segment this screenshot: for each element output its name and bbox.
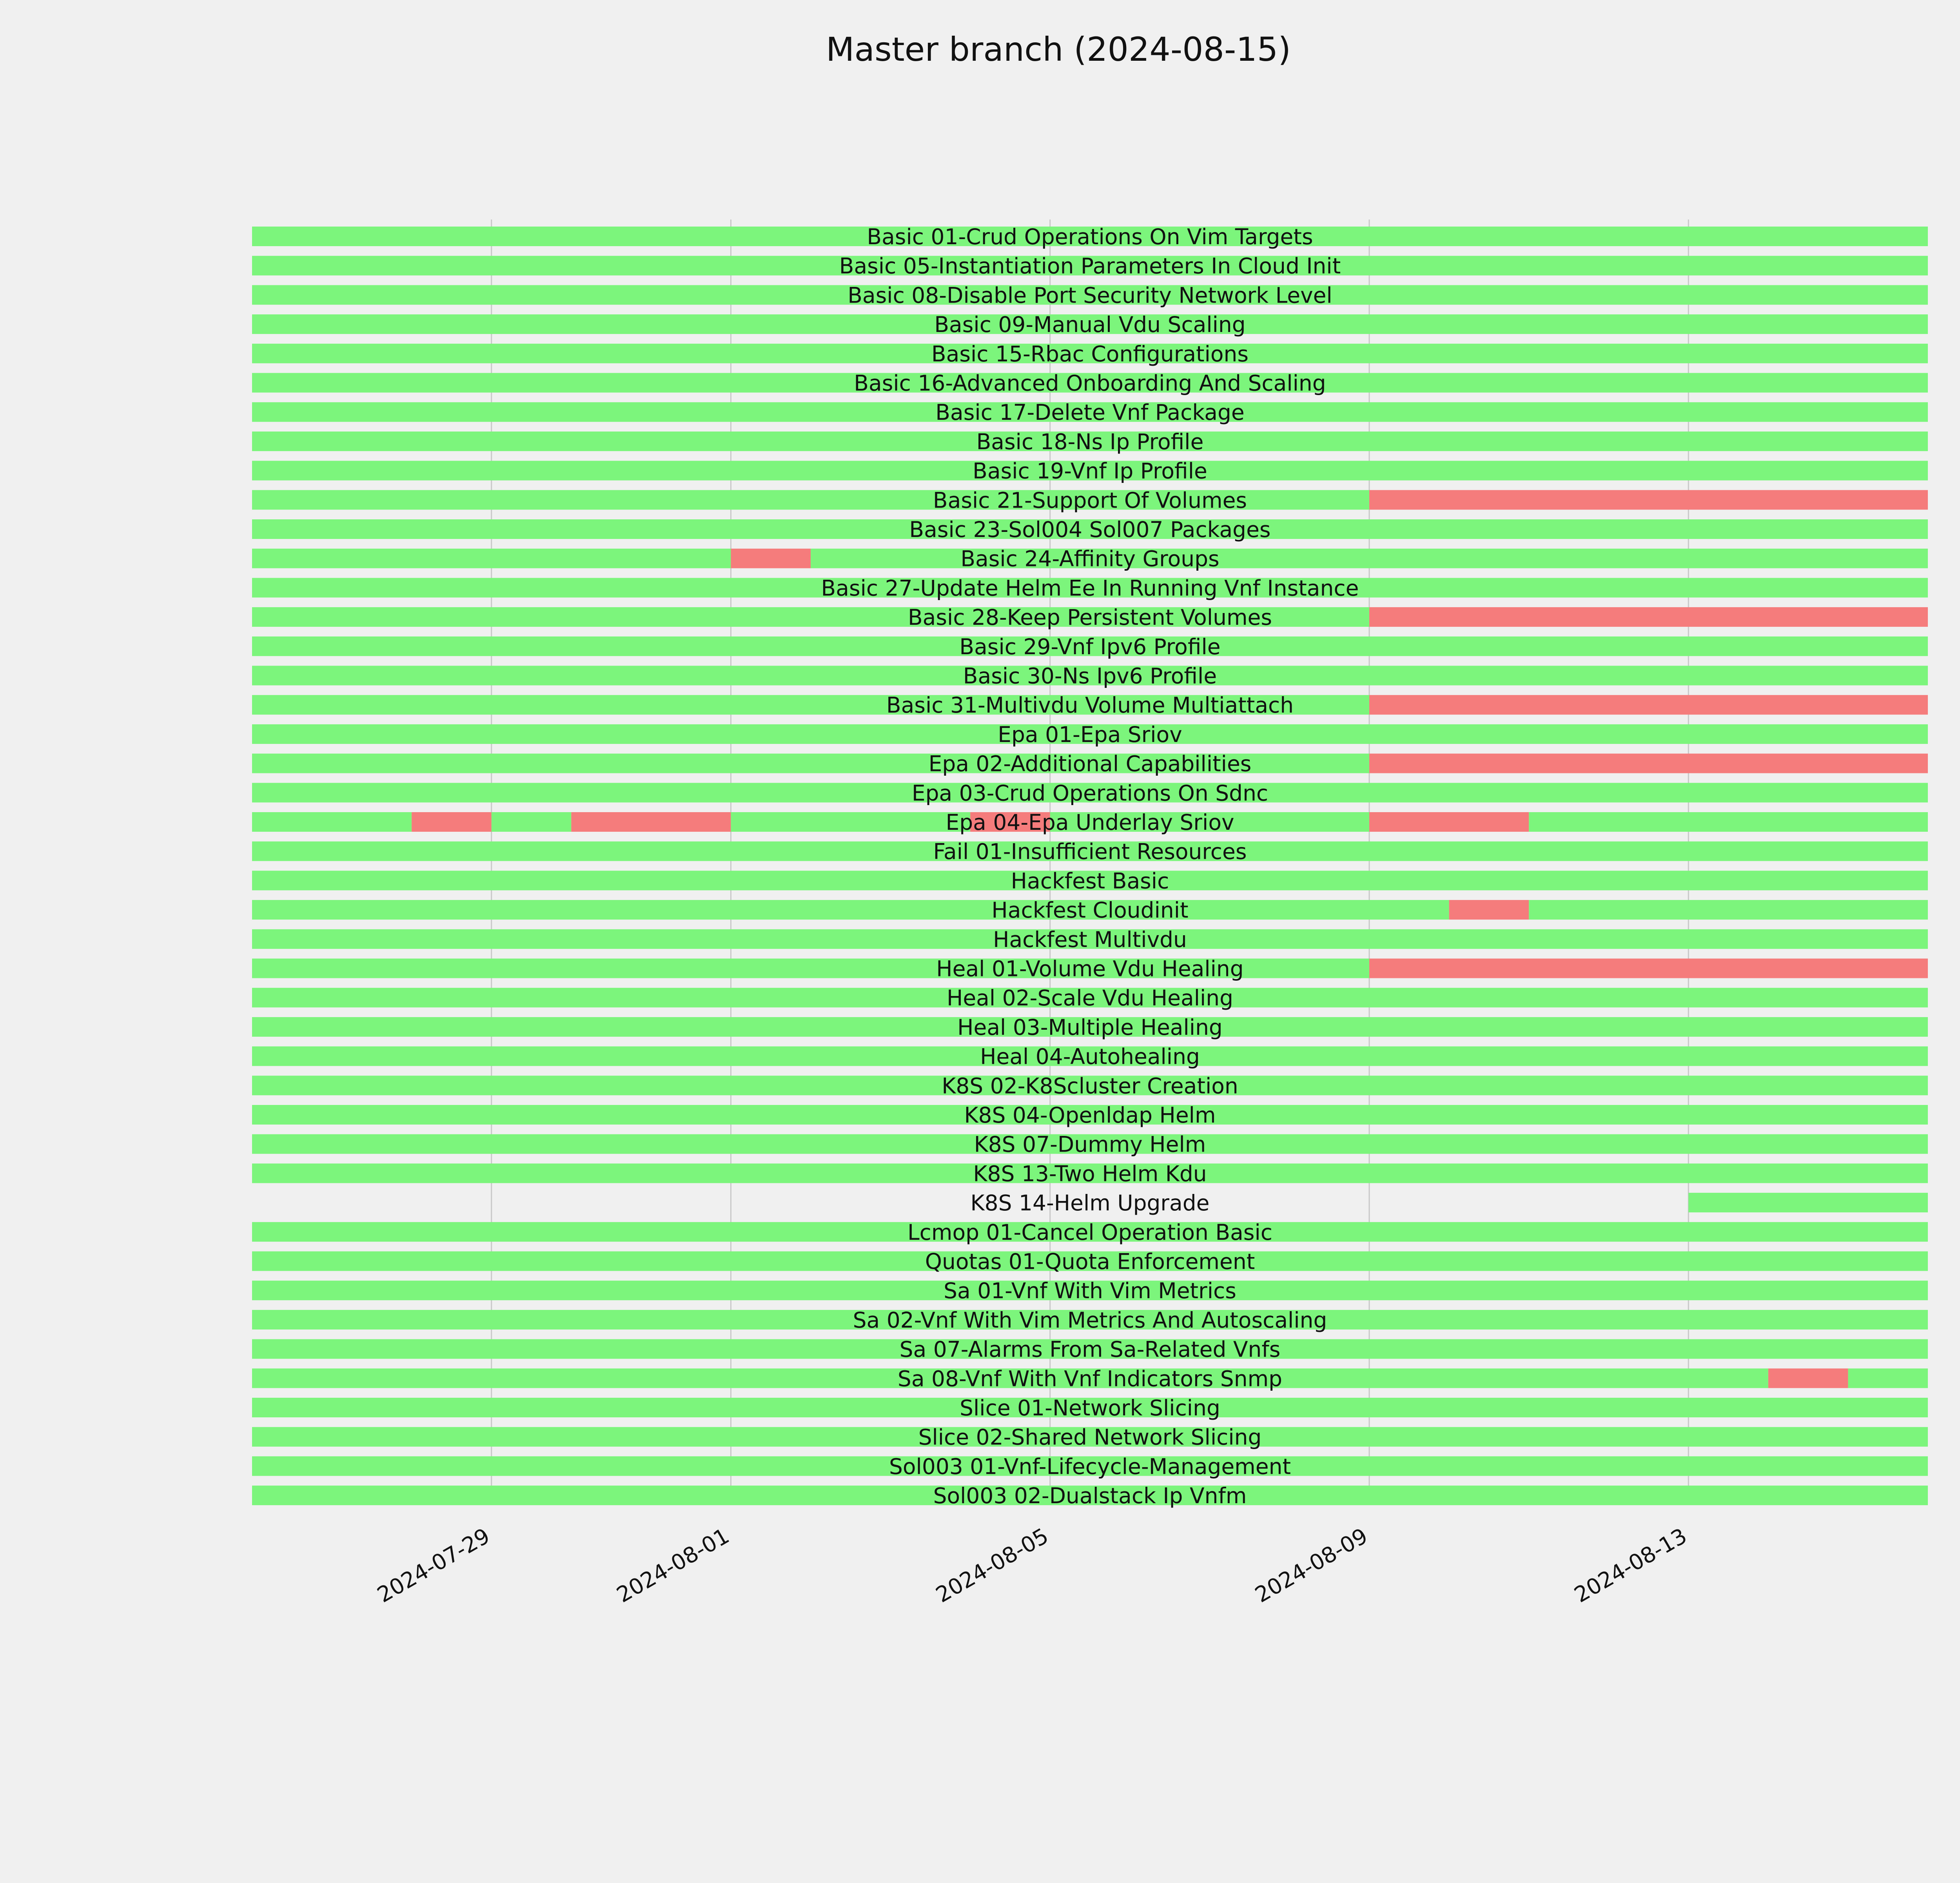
row-label-heal-02-scale-vdu-healing: Heal 02-Scale Vdu Healing xyxy=(946,985,1234,1011)
x-tick-label: 2024-08-01 xyxy=(612,1523,733,1608)
row-label-basic-29-vnf-ipv6-profile: Basic 29-Vnf Ipv6 Profile xyxy=(959,634,1221,659)
bar-segment-fail xyxy=(1369,490,1928,510)
bar-segment-fail xyxy=(1449,900,1529,920)
row-label-basic-23-sol004-sol007-packages: Basic 23-Sol004 Sol007 Packages xyxy=(909,517,1271,542)
row-label-hackfest-cloudinit: Hackfest Cloudinit xyxy=(991,898,1189,923)
row-label-epa-02-additional-capabilities: Epa 02-Additional Capabilities xyxy=(928,751,1252,776)
row-label-heal-01-volume-vdu-healing: Heal 01-Volume Vdu Healing xyxy=(936,956,1244,981)
row-label-k8s-02-k8scluster-creation: K8S 02-K8Scluster Creation xyxy=(942,1073,1238,1099)
row-label-k8s-04-openldap-helm: K8S 04-Openldap Helm xyxy=(964,1103,1216,1128)
bar-segment-pass xyxy=(1688,1193,1928,1212)
bar-segment-fail xyxy=(1369,812,1529,832)
row-label-basic-30-ns-ipv6-profile: Basic 30-Ns Ipv6 Profile xyxy=(963,663,1217,689)
row-label-basic-08-disable-port-security-network-level: Basic 08-Disable Port Security Network Level xyxy=(848,283,1332,308)
x-axis-tick-labels xyxy=(373,1523,1691,1607)
row-label-basic-19-vnf-ip-profile: Basic 19-Vnf Ip Profile xyxy=(973,458,1207,484)
x-tick-label: 2024-08-13 xyxy=(1570,1523,1691,1608)
bar-segment-fail xyxy=(1369,754,1928,773)
row-label-epa-03-crud-operations-on-sdnc: Epa 03-Crud Operations On Sdnc xyxy=(911,780,1269,806)
bar-segment-pass xyxy=(252,900,1449,920)
row-label-k8s-13-two-helm-kdu: K8S 13-Two Helm Kdu xyxy=(973,1161,1207,1186)
row-label-slice-01-network-slicing: Slice 01-Network Slicing xyxy=(960,1395,1220,1420)
row-label-k8s-07-dummy-helm: K8S 07-Dummy Helm xyxy=(974,1132,1206,1157)
row-label-fail-01-insufficient-resources: Fail 01-Insufficient Resources xyxy=(933,839,1247,864)
row-label-epa-04-epa-underlay-sriov: Epa 04-Epa Underlay Sriov xyxy=(946,810,1234,835)
row-label-quotas-01-quota-enforcement: Quotas 01-Quota Enforcement xyxy=(925,1249,1255,1274)
row-label-hackfest-multivdu: Hackfest Multivdu xyxy=(993,927,1187,952)
row-label-sol003-02-dualstack-ip-vnfm: Sol003 02-Dualstack Ip Vnfm xyxy=(933,1483,1247,1509)
row-label-basic-15-rbac-configurations: Basic 15-Rbac Configurations xyxy=(931,341,1249,366)
row-label-basic-01-crud-operations-on-vim-targets: Basic 01-Crud Operations On Vim Targets xyxy=(867,224,1313,249)
bar-segment-fail xyxy=(1369,959,1928,978)
bar-segment-pass xyxy=(1529,812,1928,832)
row-label-basic-17-delete-vnf-package: Basic 17-Delete Vnf Package xyxy=(935,400,1245,425)
x-tick-label: 2024-07-29 xyxy=(373,1523,494,1608)
row-label-sol003-01-vnf-lifecycle-management: Sol003 01-Vnf-Lifecycle-Management xyxy=(889,1454,1291,1479)
bar-segment-pass xyxy=(731,812,970,832)
x-tick-label: 2024-08-05 xyxy=(931,1523,1053,1608)
row-label-basic-21-support-of-volumes: Basic 21-Support Of Volumes xyxy=(933,488,1247,513)
row-label-basic-09-manual-vdu-scaling: Basic 09-Manual Vdu Scaling xyxy=(934,312,1246,337)
bar-segment-fail xyxy=(1369,607,1928,627)
row-label-lcmop-01-cancel-operation-basic: Lcmop 01-Cancel Operation Basic xyxy=(907,1219,1272,1245)
row-label-sa-08-vnf-with-vnf-indicators-snmp: Sa 08-Vnf With Vnf Indicators Snmp xyxy=(897,1366,1283,1391)
row-label-sa-01-vnf-with-vim-metrics: Sa 01-Vnf With Vim Metrics xyxy=(944,1278,1236,1304)
row-label-sa-07-alarms-from-sa-related-vnfs: Sa 07-Alarms From Sa-Related Vnfs xyxy=(899,1337,1281,1362)
row-label-basic-24-affinity-groups: Basic 24-Affinity Groups xyxy=(960,546,1220,571)
bar-segment-pass xyxy=(252,812,412,832)
row-label-basic-05-instantiation-parameters-in-cloud-init: Basic 05-Instantiation Parameters In Cloud Init xyxy=(839,253,1341,279)
row-label-basic-27-update-helm-ee-in-running-vnf-instance: Basic 27-Update Helm Ee In Running Vnf Instance xyxy=(821,575,1359,601)
bar-segment-fail xyxy=(571,812,731,832)
bar-segment-fail xyxy=(731,549,811,568)
bar-segment-pass xyxy=(1529,900,1928,920)
x-tick-label: 2024-08-09 xyxy=(1250,1523,1372,1608)
bar-segment-pass xyxy=(252,549,731,568)
bar-segment-pass xyxy=(492,812,572,832)
row-label-epa-01-epa-sriov: Epa 01-Epa Sriov xyxy=(998,722,1182,747)
row-label-basic-16-advanced-onboarding-and-scaling: Basic 16-Advanced Onboarding And Scaling xyxy=(854,370,1326,396)
chart-title: Master branch (2024-08-15) xyxy=(826,30,1291,69)
row-label-k8s-14-helm-upgrade: K8S 14-Helm Upgrade xyxy=(970,1190,1210,1216)
row-label-basic-31-multivdu-volume-multiattach: Basic 31-Multivdu Volume Multiattach xyxy=(886,693,1294,718)
row-label-sa-02-vnf-with-vim-metrics-and-autoscaling: Sa 02-Vnf With Vim Metrics And Autoscaling xyxy=(853,1307,1327,1333)
row-label-heal-04-autohealing: Heal 04-Autohealing xyxy=(980,1044,1200,1069)
row-label-heal-03-multiple-healing: Heal 03-Multiple Healing xyxy=(957,1014,1223,1040)
row-label-basic-28-keep-persistent-volumes: Basic 28-Keep Persistent Volumes xyxy=(907,605,1272,630)
bar-segment-fail xyxy=(1768,1368,1848,1388)
bar-segment-pass xyxy=(1848,1368,1928,1388)
bar-segment-fail xyxy=(412,812,492,832)
row-label-slice-02-shared-network-slicing: Slice 02-Shared Network Slicing xyxy=(918,1424,1262,1450)
bar-segment-fail xyxy=(1369,695,1928,715)
row-label-hackfest-basic: Hackfest Basic xyxy=(1011,868,1169,894)
row-label-basic-18-ns-ip-profile: Basic 18-Ns Ip Profile xyxy=(976,429,1204,454)
